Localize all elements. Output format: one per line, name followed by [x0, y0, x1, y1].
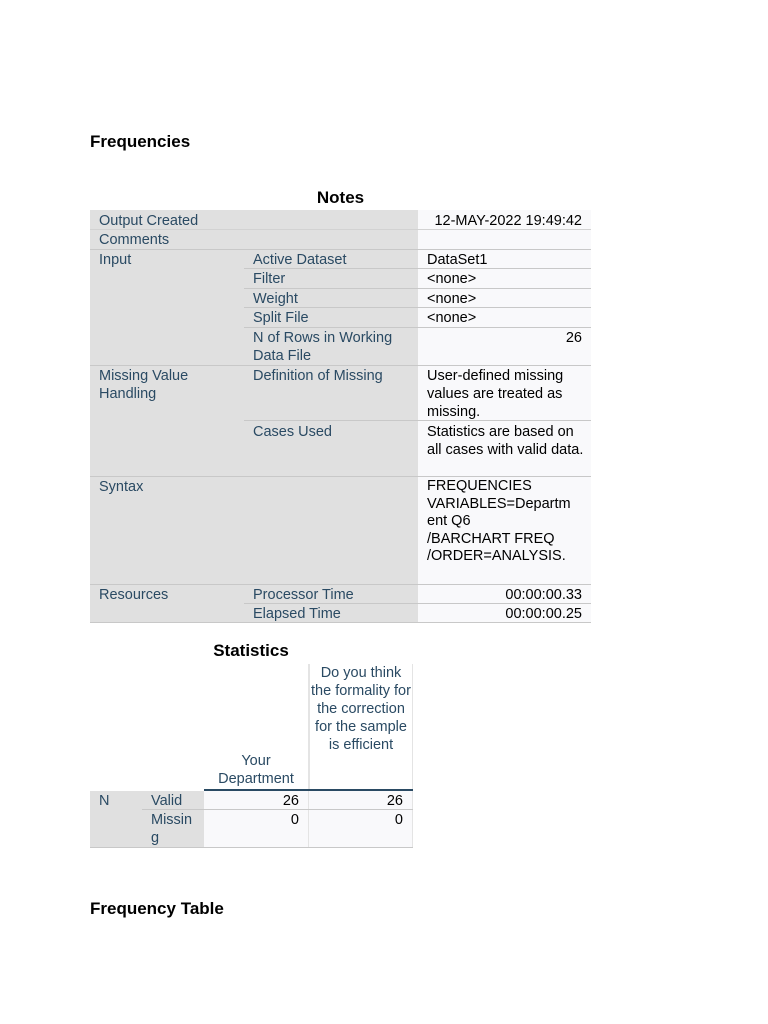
valid-formality-value: 26 [309, 791, 412, 809]
frequencies-heading: Frequencies [90, 132, 191, 151]
n-rows-label: N of Rows in Working Data File [253, 330, 393, 364]
syntax-value [418, 477, 591, 565]
n-rows-value: 26 [565, 330, 582, 346]
split-file-value: <none> [427, 310, 477, 326]
cases-used-label: Cases Used [253, 424, 332, 440]
missing-value-handling-label: Missing Value Handling [99, 368, 189, 402]
syntax-line: VARIABLES=Departm [427, 495, 571, 512]
definition-of-missing-label: Definition of Missing [253, 368, 383, 384]
comments-label: Comments [99, 232, 170, 248]
valid-label: Valid [151, 793, 183, 809]
syntax-line: ent Q6 [427, 513, 471, 530]
col-header-formality: Do you think the formality for the correction for the sample is efficient [309, 664, 412, 790]
missing-department-value: 0 [204, 810, 308, 848]
processor-time-value: 00:00:00.33 [505, 587, 582, 603]
weight-label: Weight [253, 291, 298, 307]
notes-title: Notes [316, 188, 365, 207]
syntax-line: /BARCHART FREQ [427, 530, 555, 547]
processor-time-label: Processor Time [253, 587, 354, 603]
output-created-value: 12-MAY-2022 19:49:42 [434, 213, 582, 229]
filter-label: Filter [253, 271, 286, 287]
elapsed-time-value: 00:00:00.25 [505, 606, 582, 622]
definition-of-missing-value: User-defined missing values are treated as missing. [427, 368, 564, 420]
n-label: N [90, 791, 142, 848]
weight-value: <none> [427, 291, 477, 307]
filter-value: <none> [427, 271, 477, 287]
notes-col1-bg [90, 210, 244, 623]
resources-label: Resources [99, 587, 169, 603]
syntax-label: Syntax [99, 479, 144, 495]
output-created-label: Output Created [99, 213, 199, 229]
valid-department-value: 26 [204, 791, 308, 809]
syntax-line: FREQUENCIES [427, 478, 532, 494]
split-file-label: Split File [253, 310, 309, 326]
frequency-table-heading: Frequency Table [90, 899, 224, 918]
syntax-line: /ORDER=ANALYSIS. [427, 548, 566, 565]
col-header-department: Your Department [204, 752, 308, 790]
missing-formality-value: 0 [309, 810, 412, 848]
elapsed-time-label: Elapsed Time [253, 606, 341, 622]
active-dataset-label: Active Dataset [253, 252, 347, 268]
missing-label: Missin g [151, 812, 193, 846]
input-label: Input [99, 252, 132, 268]
active-dataset-value: DataSet1 [427, 252, 488, 268]
statistics-title: Statistics [213, 641, 289, 660]
cases-used-value: Statistics are based on all cases with valid data. [427, 424, 584, 458]
